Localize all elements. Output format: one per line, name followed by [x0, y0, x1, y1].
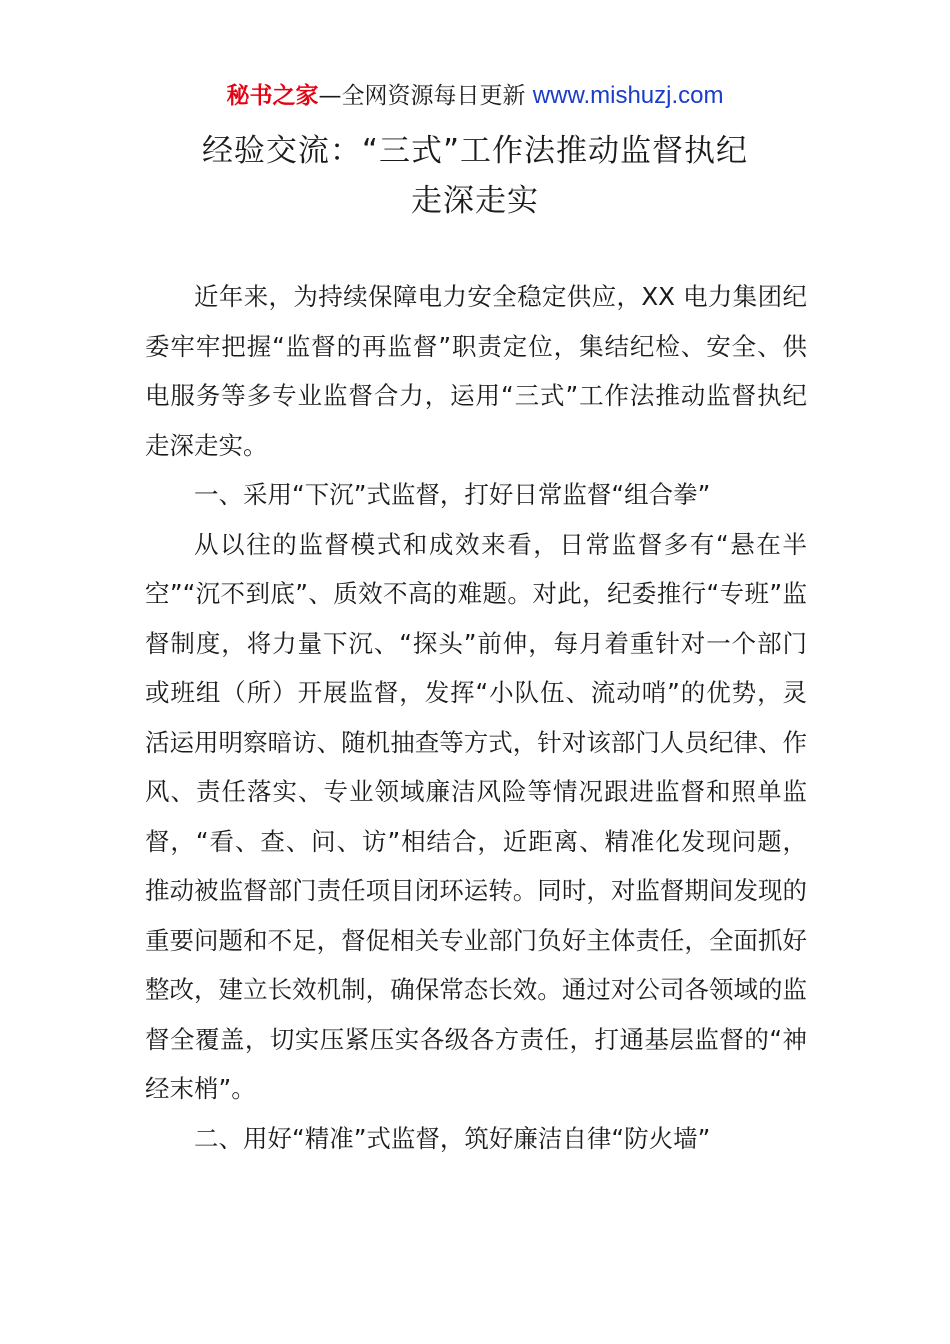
title-line-1: 经验交流：“三式”工作法推动监督执纪 — [201, 133, 749, 169]
site-tagline: —全网资源每日更新 — [318, 83, 526, 109]
document-body — [145, 272, 807, 1163]
intro-paragraph: 近年来，为持续保障电力安全稳定供应，XX 电力集团纪委牢牢把握“监督的再监督”职责定位，集结纪检、安全、供电服务等多专业监督合力，运用“三式”工作法推动监督执纪走深走实。 — [145, 282, 807, 460]
site-url-link[interactable]: www.mishuzj.com — [532, 82, 724, 109]
site-banner — [0, 80, 950, 112]
section-2-heading: 二、用好“精准”式监督，筑好廉洁自律“防火墙” — [194, 1123, 711, 1153]
site-name: 秘书之家 — [226, 83, 319, 109]
section-1-heading: 一、采用“下沉”式监督，打好日常监督“组合拳” — [194, 480, 711, 509]
title-line-2: 走深走实 — [411, 183, 539, 219]
section-1-paragraph: 从以往的监督模式和成效来看，日常监督多有“悬在半空”“沉不到底”、质效不高的难题。对此，纪委推行“专班”监督制度，将力量下沉、“探头”前伸，每月着重针对一个部门或班组（所）开展监督，发挥“小队伍、流动哨”的优势，灵活运用明察暗访、随机抽查等方式，针对该部门人员纪律、作风、责任落实、专业领域廉洁风险等情况跟进监督和照单监督，“看、查、问、访”相结合，近距离、精准化发现问题，推动被监督部门责任项目闭环运转。同时，对监督期间发现的重要问题和不足，督促相关专业部门负好主体责任，全面抓好整改，建立长效机制，确保常态长效。通过对公司各领域的监督全覆盖，切实压紧压实各级各方责任，打通基层监督的“神经末梢”。 — [145, 529, 807, 1103]
document-title — [0, 126, 950, 226]
